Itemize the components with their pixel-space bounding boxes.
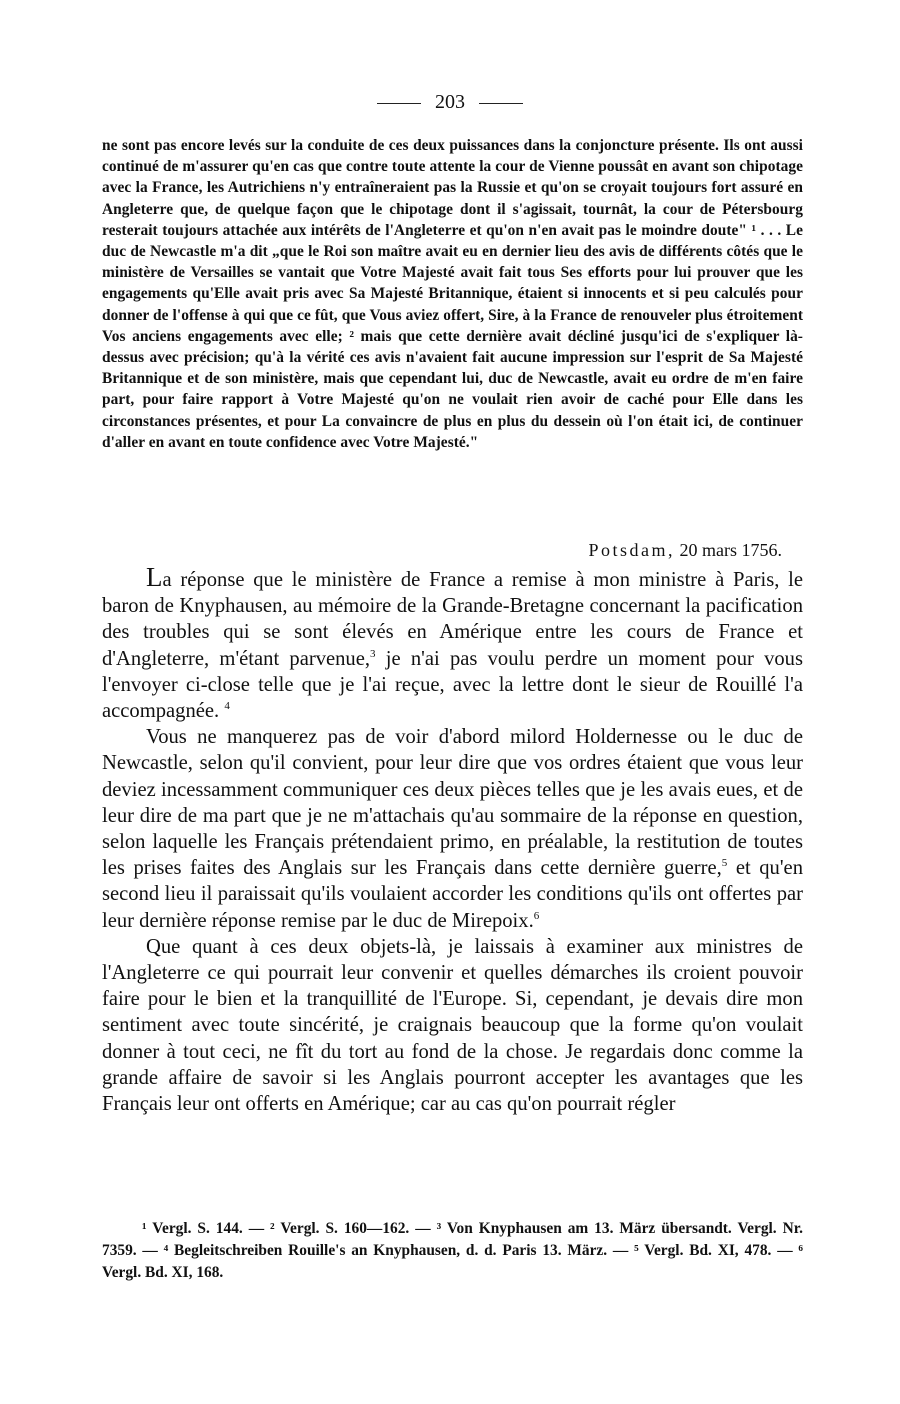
footnote-ref-6: 6 (533, 909, 540, 922)
paragraph-2 (102, 724, 803, 934)
dateline (102, 536, 782, 564)
dateline-date: 20 mars 1756. (679, 540, 782, 560)
paragraph-1-text-a: a réponse que le ministère de France a remise à mon ministre à Paris, le baron de Knyphausen, au mémoire de la Grande-Bretagne concernant la pacification des troubles qui se sont élevés en Amérique entre les cours de France et d'Angleterre, m'étant parvenue, (102, 569, 803, 670)
paragraph-3: Que quant à ces deux objets-là, je laissais à examiner aux ministres de l'Angleterre ce qui pourrait leur convenir et quelles démarches ils croient pouvoir faire pour le bien et la tranquillité de l'Europe. Si, cependant, je devais dire mon sentiment avec toute sincérité, je craignais beaucoup que la forme qu'on voulait donner à tout ceci, ne fît du tort au fond de la chose. Je regardais donc comme la grande affaire de savoir si les Anglais pourront accepter les avantages que les Français leur ont offerts en Amérique; car au cas qu'on pourrait régler (102, 935, 803, 1116)
page-header (0, 88, 900, 116)
footnote-ref-3: 3 (370, 647, 376, 660)
paragraph-1-text-b: je n'ai pas voulu perdre un moment pour vous l'envoyer ci-close telle que je l'ai reçue, avec la lettre dont le sieur de Rouillé l'a accompagnée. (102, 647, 803, 723)
paragraph-2-text-a: Vous ne manquerez pas de voir d'abord milord Holdernesse ou le duc de Newcastle, selon qu'il convient, pour leur dire que vos ordres étaient que vous leur deviez incessamment communiquer ces deux pièces telles que je les avais eues, et de leur dire de ma part que je ne m'attachais qu'au sommaire de la réponse en question, selon laquelle les Français prétendaient primo, en préalable, la restitution de toutes les prises faites des Anglais sur les Français dans cette dernière guerre, (102, 726, 803, 880)
quoted-letter-block (102, 135, 803, 453)
paragraph-2-text-b: et qu'en second lieu il paraissait qu'ils voulaient accorder les conditions qu'ils ont offertes par leur dernière réponse remise par le duc de Mirepoix. (102, 857, 803, 932)
footnote-ref-5: 5 (721, 857, 728, 870)
page-number: 203 (435, 91, 465, 113)
header-rule-right (479, 103, 523, 104)
dateline-place: Potsdam, (588, 540, 675, 560)
main-text (102, 564, 803, 1117)
header-rule-left (377, 103, 421, 104)
footnotes (102, 1218, 803, 1284)
footnotes-text: ¹ Vergl. S. 144. — ² Vergl. S. 160—162. — ³ Von Knyphausen am 13. März übersandt. Vergl. Nr. 7359. — ⁴ Begleitschreiben Rouille's an Knyphausen, d. d. Paris 13. März. — ⁵ Vergl. Bd. XI, 478. — ⁶ Vergl. Bd. XI, 168. (102, 1220, 803, 1281)
paragraph-1 (102, 564, 803, 724)
footnote-ref-4: 4 (224, 700, 230, 713)
initial-capital: L (146, 562, 163, 592)
quoted-letter-text: ne sont pas encore levés sur la conduite de ces deux puissances dans la conjoncture présente. Ils ont aussi continué de m'assurer qu'en cas que contre toute attente la cour de Vienne poussât en avant son chipotage avec la France, les Autrichiens n'y entraîneraient pas la Russie et qu'on se croyait toujours fort assuré en Angleterre que, de quelque façon que le chipotage dont il s'agissait, tournât, la cour de Pétersbourg resterait toujours attachée aux intérêts de l'Angleterre et qu'on n'en avait pas le moindre doute" ¹ . . . Le duc de Newcastle m'a dit „que le Roi son maître avait eu en dernier lieu des avis de différents côtés que le ministère de Versailles se vantait que Votre Majesté avait fait tous Ses efforts pour lui prouver que les engagements qu'Elle avait pris avec Sa Majesté Britannique, étaient si innocents et si peu calculés pour donner de l'offense à qui que ce fût, que Vous aviez offert, Sire, à la France de renouveler plus étroitement Vos anciens engagements avec elle; ² mais que cette dernière avait décliné jusqu'ici de s'expliquer là-dessus avec précision; qu'à la vérité ces avis n'avaient fait aucune impression sur l'esprit de Sa Majesté Britannique et de son ministère, mais que cependant lui, duc de Newcastle, avait eu ordre de m'en faire part, pour faire rapport à Votre Majesté qu'on ne voulait rien avoir de caché pour Elle dans les circonstances présentes, et pour La convaincre de plus en plus du dessein où l'on était ici, de continuer d'aller en avant en toute confidence avec Votre Majesté." (102, 137, 803, 451)
